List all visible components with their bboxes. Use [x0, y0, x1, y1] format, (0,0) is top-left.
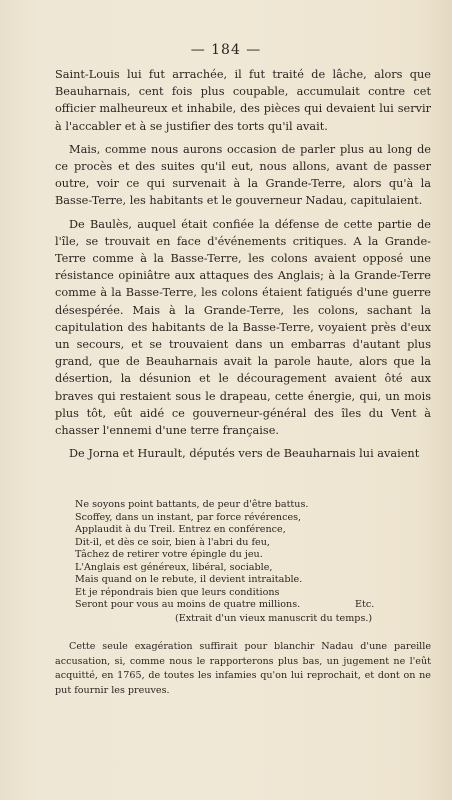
- body-text: [55, 66, 431, 468]
- paragraph-4: De Jorna et Hurault, députés vers de Beauharnais lui avaient: [69, 447, 420, 461]
- poem-line: Applaudit à du Treil. Entrez en conférence,: [75, 524, 286, 535]
- poem-source: (Extrait d'un vieux manuscrit du temps.): [175, 612, 373, 624]
- poem-line: Seront pour vous au moins de quatre millions.: [75, 599, 301, 610]
- poem-line: Dit-il, et dès ce soir, bien à l'abri du feu,: [75, 536, 270, 548]
- poem-quotation: [75, 499, 415, 625]
- poem-line: Scoffey, dans un instant, par force révérences,: [75, 511, 302, 523]
- poem-line: Ne soyons point battants, de peur d'être battus.: [75, 499, 309, 510]
- paragraph-2: Mais, comme nous aurons occasion de parler plus au long de ce procès et des suites qu'il eut, nous allons, avant de passer outre, voir ce qui survenait à la Grande-Terre, alors qu'à la Basse-Terre, les habitants et le gouverneur Nadau, capitulaient.: [55, 142, 431, 208]
- paragraph-3: De Baulès, auquel était confiée la défense de cette partie de l'île, se trouvait en face d'événements critiques. A la Grande-Terre comme à la Basse-Terre, les colons avaient opposé une résistance opiniâtre aux attaques des Anglais; à la Grande-Terre comme à la Basse-Terre, les colons étaient fatigués d'une guerre désespérée. Mais à la Grande-Terre, les colons, sachant la capitulation des habitants de la Basse-Terre, voyaient près d'eux un secours, et se trouvaient dans un embarras d'autant plus grand, que de Beauharnais avait la parole haute, alors que la désertion, la désunion et le découragement avaient ôté aux braves qui restaient sous le drapeau, cette énergie, qui, un mois plus tôt, eût aidé ce gouverneur-général des îles du Vent à chasser l'ennemi d'une terre française.: [55, 217, 431, 438]
- paragraph-1: Saint-Louis lui fut arrachée, il fut traité de lâche, alors que Beauharnais, cent fois plus coupable, accumulait contre cet officier malheureux et inhabile, des pièces qui devaient lui servir à l'accabler et à se justifier des torts qu'il avait.: [55, 68, 431, 133]
- poem-last-line: [75, 599, 415, 612]
- footnote: Cette seule exagération suffirait pour blanchir Nadau d'une pareille accusation, si, comme nous le rapporterons plus bas, un jugement ne l'eût acquitté, en 1765, de toutes les infamies qu'on lui reprochait, et dont on ne put fournir les preuves.: [55, 641, 431, 696]
- poem-line: Et je répondrais bien que leurs conditions: [75, 586, 280, 598]
- poem-etc: Etc.: [355, 599, 375, 610]
- poem-line: Tâchez de retirer votre épingle du jeu.: [75, 549, 263, 560]
- poem-line: L'Anglais est généreux, libéral, sociable,: [75, 561, 273, 573]
- page-number: — 184 —: [190, 42, 262, 58]
- poem-line: Mais quand on le rebute, il devient intraitable.: [75, 574, 303, 585]
